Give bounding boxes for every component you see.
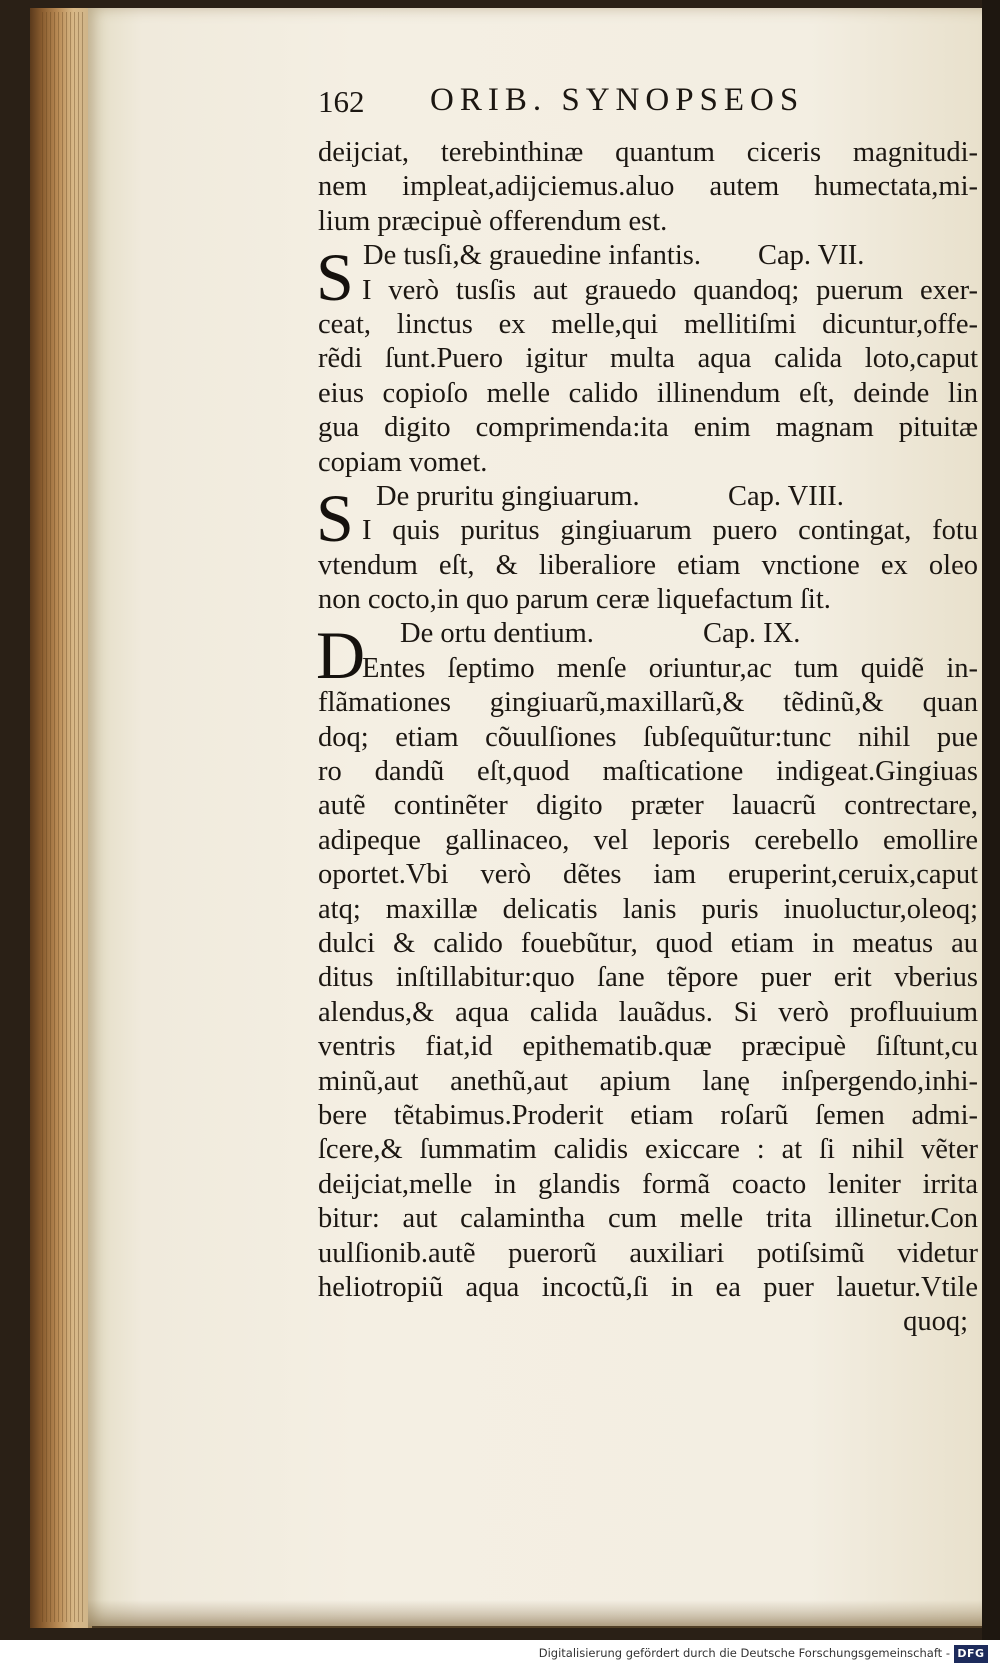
text-line: alendus,& aqua calida lauãdus. Si verò profluuium — [318, 996, 978, 1028]
text-line: doq; etiam cõuulſiones ſubſequũtur:tunc nihil pue — [318, 721, 978, 753]
text-line: atq; maxillæ delicatis lanis puris inuoluctur,oleoq; — [318, 893, 978, 925]
running-title: ORIB. SYNOPSEOS — [430, 82, 805, 118]
text-line: flãmationes gingiuarũ,maxillarũ,& tẽdinũ,& quan — [318, 687, 978, 719]
text-line: uulſionib.autẽ puerorũ auxiliari potiſsimũ videtur — [318, 1237, 978, 1269]
text-line: I verò tusſis aut grauedo quandoq; puerum exer- — [362, 274, 978, 306]
text-line: deijciat, terebinthinæ quantum ciceris magnitudi- — [318, 137, 978, 168]
dfg-logo: DFG — [954, 1645, 988, 1663]
page-number: 162 — [318, 84, 365, 119]
text-line: ceat, linctus ex melle,qui mellitiſmi dicuntur,offe- — [318, 308, 978, 340]
digitization-footer — [0, 1640, 1000, 1670]
chapter-title: De tusſi,& grauedine infantis. — [363, 240, 701, 272]
chapter-title: De pruritu gingiuarum. — [376, 480, 640, 512]
text-line: adipeque gallinaceo, vel leporis cerebello emollire — [318, 824, 978, 856]
chapter-heading — [318, 239, 978, 273]
chapter-heading — [318, 480, 978, 514]
text-line: deijciat,melle in glandis formã coacto leniter irrita — [318, 1168, 978, 1200]
text-line: dulci & calido fouebũtur, quod etiam in meatus au — [318, 927, 978, 959]
text-line: bitur: aut calamintha cum melle trita illinetur.Con — [318, 1203, 978, 1235]
text-line: ſcere,& ſummatim calidis exiccare : at ſi nihil vẽter — [318, 1134, 978, 1166]
page-bottom-shadow — [88, 1600, 988, 1628]
drop-cap: S — [316, 479, 354, 556]
text-line: oportet.Vbi verò dẽtes iam eruperint,ceruix,caput — [318, 859, 978, 891]
funding-credit: Digitalisierung gefördert durch die Deutsche Forschungsgemeinschaft - — [538, 1646, 950, 1660]
chapter-number: Cap. VII. — [758, 240, 865, 272]
text-line: lium præcipuè offerendum est. — [318, 205, 668, 237]
text-line: ro dandũ eſt,quod maſticatione indigeat.Gingiuas — [318, 756, 978, 788]
text-line: eius copioſo melle calido illinendum eſt, deinde lin — [318, 377, 978, 409]
chapter-section — [318, 617, 978, 1305]
text-line: Entes ſeptimo menſe oriuntur,ac tum quidẽ in- — [362, 652, 978, 684]
chapter-heading — [318, 617, 978, 651]
text-line: rẽdi ſunt.Puero igitur multa aqua calida loto,caput — [318, 343, 978, 375]
text-line: autẽ continẽter digito præter lauacrũ contrectare, — [318, 790, 978, 822]
chapter-section — [318, 239, 978, 480]
chapter-number: Cap. VIII. — [728, 480, 844, 512]
text-line: bere tẽtabimus.Proderit etiam roſarũ ſemen admi- — [318, 1099, 978, 1131]
text-line: nem impleat,adijciemus.aluo autem humectata,mi- — [318, 171, 978, 203]
book-page-edge-lines — [42, 12, 86, 1622]
page-header — [318, 82, 968, 126]
catchword: quoq; — [903, 1306, 968, 1338]
text-line: ditus inſtillabitur:quo ſane tẽpore puer erit vberius — [318, 962, 978, 994]
text-line: ventris fiat,id epithematib.quæ præcipuè ſiſtunt,cu — [318, 1031, 978, 1063]
page-body — [318, 136, 978, 1340]
chapter-section — [318, 480, 978, 618]
text-line: heliotropiũ aqua incoctũ,ſi in ea puer lauetur.Vtile — [318, 1271, 978, 1303]
drop-cap: S — [316, 239, 354, 316]
scan-right-edge — [982, 0, 1000, 1640]
text-line: vtendum eſt, & liberaliore etiam vnctione ex oleo — [318, 549, 978, 581]
drop-cap: D — [316, 617, 366, 694]
chapter-title: De ortu dentium. — [400, 618, 594, 650]
text-line: minũ,aut anethũ,aut apium lanę inſpergendo,inhi- — [318, 1065, 978, 1097]
text-line: gua digito comprimenda:ita enim magnam pituitæ — [318, 412, 978, 444]
chapter-number: Cap. IX. — [703, 618, 801, 650]
text-line: copiam vomet. — [318, 446, 488, 478]
text-line: I quis puritus gingiuarum puero contingat, fotu — [362, 515, 978, 547]
text-line: non cocto,in quo parum ceræ liquefactum ſit. — [318, 584, 831, 616]
